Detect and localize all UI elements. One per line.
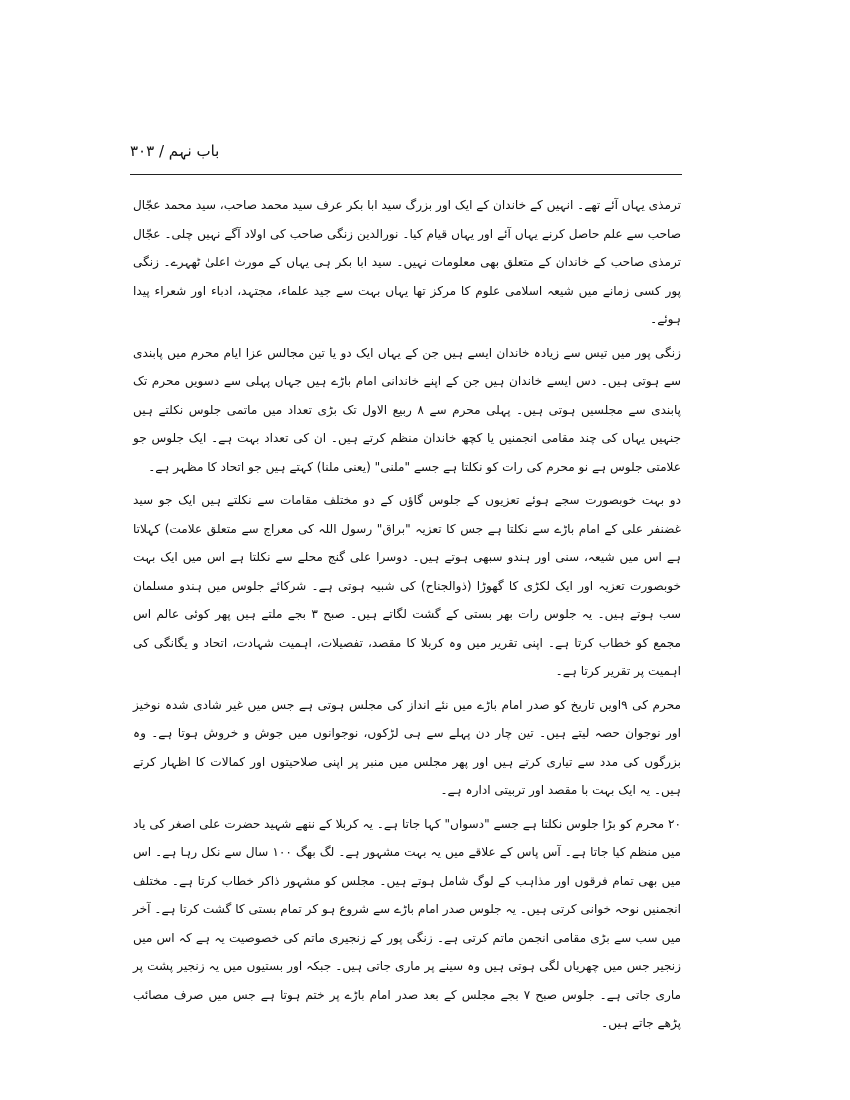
paragraph-4: محرم کی ۹اویں تاریخ کو صدر امام باڑے میں نئے انداز کی مجلس ہوتی ہے جس میں غیر شادی شدہ نوخیز اور نوجوان حصہ لیتے ہیں۔ تین چار دن پہلے سے ہی لڑکوں، نوجوانوں میں جوش و خروش ہوتا ہے۔ وہ بزرگوں کی مدد سے تیاری کرتے ہیں اور پھر مجلس میں منبر پر اپنی صلاحیتوں اور کمالات کا اظہار کرتے ہیں۔ یہ ایک بہت با مقصد اور تربیتی ادارہ ہے۔ (133, 697, 681, 797)
chapter-page-label: باب نہم / ۳۰۳ (130, 142, 220, 160)
paragraph-3: دو بہت خوبصورت سجے ہوئے تعزیوں کے جلوس گاؤں کے دو مختلف مقامات سے نکلتے ہیں ایک جو سید غضنفر علی کے امام باڑے سے نکلتا ہے جس کا تعزیہ "براق" رسول اللہ کی معراج سے متعلق علامت) کہلاتا ہے اس میں شیعہ، سنی اور ہندو سبھی ہوتے ہیں۔ دوسرا علی گنج محلے سے نکلتا ہے اس میں ایک بہت خوبصورت تعزیہ اور ایک لکڑی کا گھوڑا (ذوالجناح) کی شبیہ ہوتی ہے۔ شرکائے جلوس میں ہندو مسلمان سب ہوتے ہیں۔ یہ جلوس رات بھر بستی کے گشت لگاتے ہیں۔ صبح ۳ بجے ملتے ہیں پھر کوئی عالم اس مجمع کو خطاب کرتا ہے۔ اپنی تقریر میں وہ کربلا کا مقصد، تفصیلات، اہمیت شہادت، اتحاد و یگانگی کی اہمیت پر تقریر کرتا ہے۔ (133, 493, 682, 678)
body-text (133, 191, 681, 1043)
paragraph-1: ترمذی یہاں آئے تھے۔ انہیں کے خاندان کے ایک اور بزرگ سید ابا بکر عرف سید محمد صاحب، سید محمد عجّال صاحب سے علم حاصل کرنے یہاں آئے اور یہاں قیام کیا۔ نورالدین زنگی صاحب کی اولاد آگے نہیں چلی۔ عجّال ترمذی صاحب کے خاندان کے متعلق بھی معلومات نہیں۔ سید ابا بکر ہی یہاں کے مورث اعلیٰ ٹھہرے۔ زنگی پور کسی زمانے میں شیعہ اسلامی علوم کا مرکز تھا یہاں بہت سے جید علماء، مجتہد، ادباء اور شعراء پیدا ہوئے۔ (133, 198, 681, 326)
running-header (130, 140, 682, 175)
paragraph-5: ۲۰ محرم کو بڑا جلوس نکلتا ہے جسے "دسواں" کہا جاتا ہے۔ یہ کربلا کے ننھے شہید حضرت علی اصغر کی یاد میں منظم کیا جاتا ہے۔ آس پاس کے علاقے میں یہ بہت مشہور ہے۔ لگ بھگ ۱۰۰ سال سے نکل رہا ہے۔ اس میں بھی تمام فرقوں اور مذاہب کے لوگ شامل ہوتے ہیں۔ مجلس کو مشہور ذاکر خطاب کرتا ہے۔ مختلف انجمنیں نوحہ خوانی کرتی ہیں۔ یہ جلوس صدر امام باڑے سے شروع ہو کر تمام بستی کا گشت کرتا ہے۔ آخر میں سب سے بڑی مقامی انجمن ماتم کرتی ہے۔ زنگی پور کے زنجیری ماتم کی خصوصیت یہ ہے کہ اس میں زنجیر جس میں چھریاں لگی ہوتی ہیں وہ سینے پر ماری جاتی ہیں۔ جبکہ اور بستیوں میں یہ زنجیر پشت پر ماری جاتی ہے۔ جلوس صبح ۷ بجے مجلس کے بعد صدر امام باڑے پر ختم ہوتا ہے جس میں صرف مصائب پڑھے جاتے ہیں۔ (133, 816, 681, 1030)
paragraph-2: زنگی پور میں تیس سے زیادہ خاندان ایسے ہیں جن کے یہاں ایک دو یا تین مجالس عزا ایام محرم میں پابندی سے ہوتی ہیں۔ دس ایسے خاندان ہیں جن کے اپنے خاندانی امام باڑے ہیں جہاں پہلی سے دسویں محرم تک پابندی سے مجلسیں ہوتی ہیں۔ پہلی محرم سے ۸ ربیع الاول تک بڑی تعداد میں ماتمی جلوس نکلتے ہیں جنہیں یہاں کی چند مقامی انجمنیں یا کچھ خاندان منظم کرتے ہیں۔ ان کی تعداد بہت ہے۔ ایک جلوس جو علامتی جلوس ہے نو محرم کی رات کو نکلتا ہے جسے "ملنی" (یعنی ملنا) کہتے ہیں جو اتحاد کا مظہر ہے۔ (133, 345, 681, 474)
